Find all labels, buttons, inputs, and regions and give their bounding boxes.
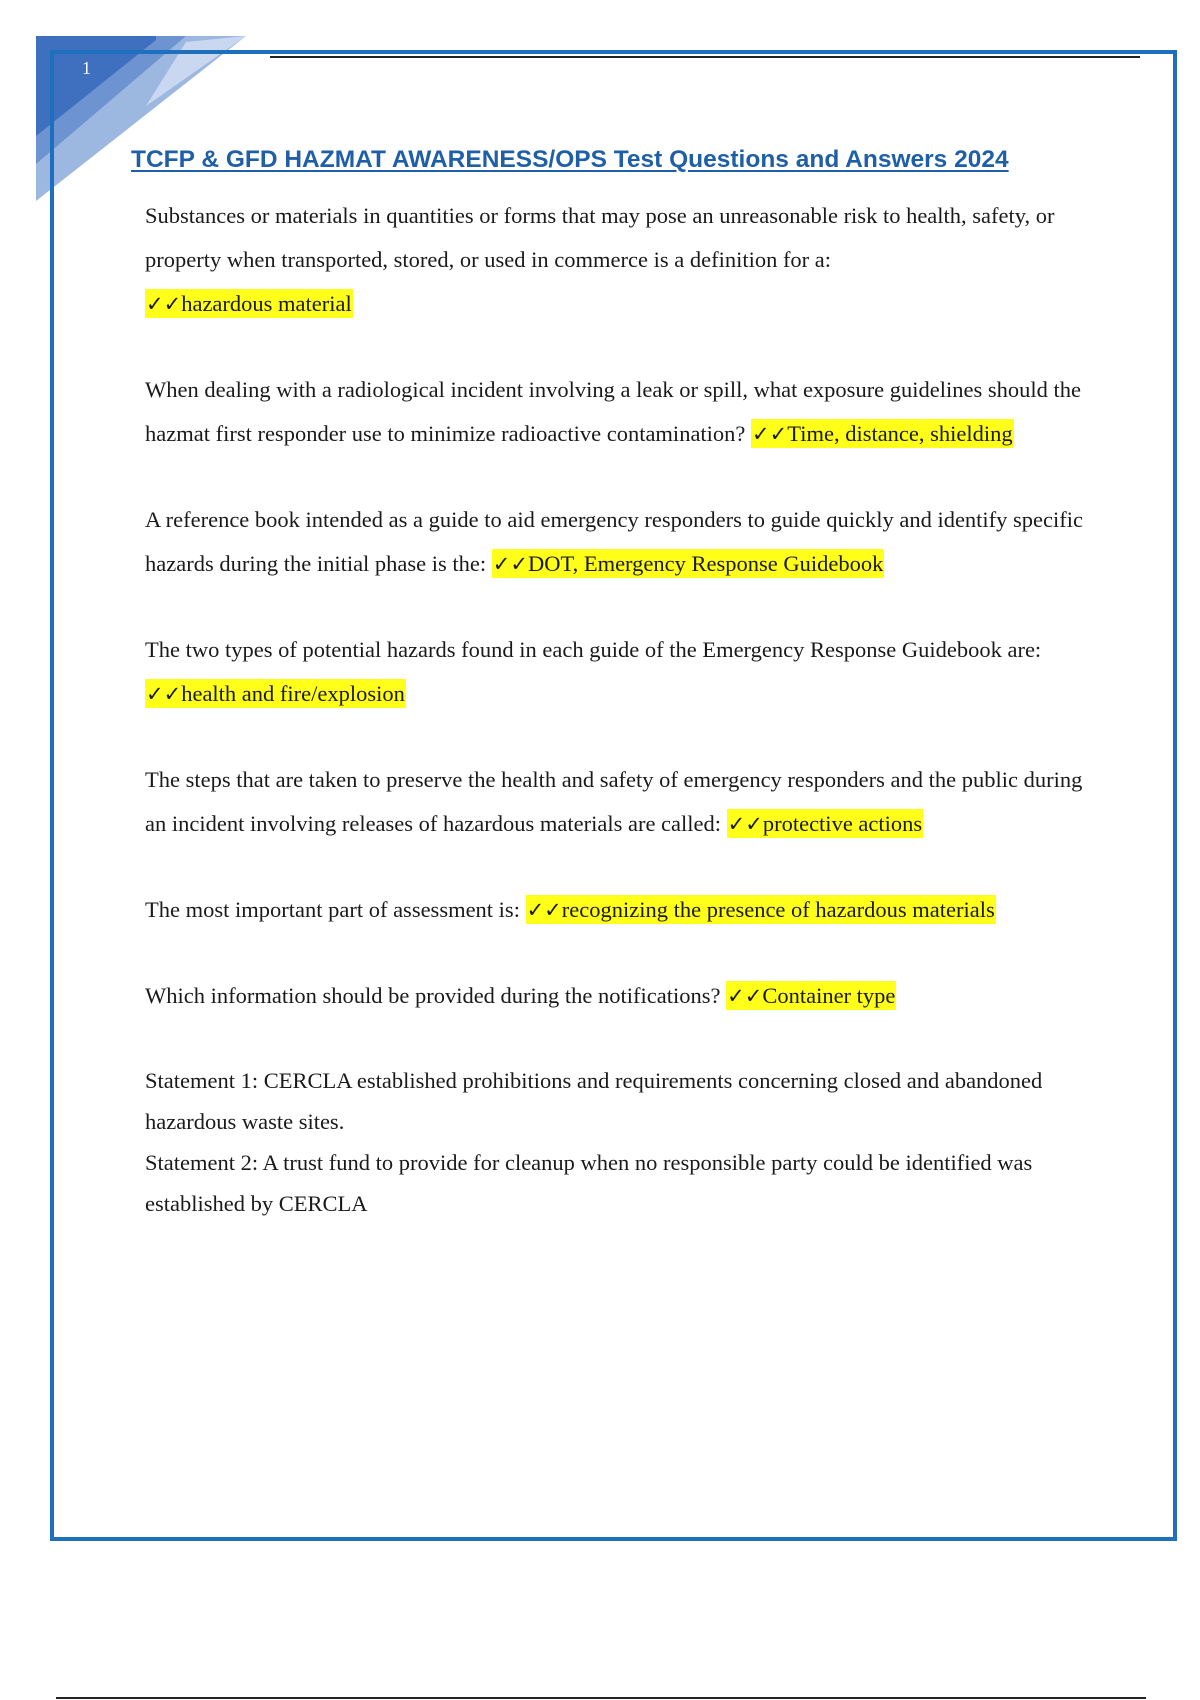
answer-text: hazardous material bbox=[181, 291, 352, 316]
answer-text: recognizing the presence of hazardous materials bbox=[561, 897, 995, 922]
double-check-icon: ✓✓ bbox=[526, 898, 562, 922]
qa-item bbox=[145, 974, 1105, 1018]
answer-highlight bbox=[145, 679, 406, 708]
answer-text: Time, distance, shielding bbox=[787, 421, 1013, 446]
question-text: The most important part of assessment is: bbox=[145, 897, 520, 922]
question-text: The two types of potential hazards found in each guide of the Emergency Response Guidebook are: bbox=[145, 637, 1042, 662]
double-check-icon: ✓✓ bbox=[492, 552, 528, 576]
document-title: TCFP & GFD HAZMAT AWARENESS/OPS Test Questions and Answers 2024 bbox=[131, 146, 1009, 173]
qa-item bbox=[145, 368, 1105, 456]
double-check-icon: ✓✓ bbox=[727, 812, 763, 836]
question-text: When dealing with a radiological incident involving a leak or spill, what exposure guidelines should the hazmat first responder use to minimize radioactive contamination? bbox=[145, 377, 1082, 446]
question-text: A reference book intended as a guide to aid emergency responders to guide quickly and identify specific hazards during the initial phase is the: bbox=[145, 507, 1084, 576]
question-text: The steps that are taken to preserve the health and safety of emergency responders and the public during an incident involving releases of hazardous materials are called: bbox=[145, 767, 1083, 836]
double-check-icon: ✓✓ bbox=[146, 682, 182, 706]
answer-highlight bbox=[751, 419, 1014, 448]
double-check-icon: ✓✓ bbox=[146, 292, 182, 316]
statement: Statement 1: CERCLA established prohibitions and requirements concerning closed and abandoned hazardous waste sites. bbox=[145, 1068, 1043, 1134]
qa-item bbox=[145, 498, 1105, 586]
answer-highlight bbox=[726, 981, 896, 1010]
answer-text: Container type bbox=[762, 983, 896, 1008]
answer-text: DOT, Emergency Response Guidebook bbox=[528, 551, 884, 576]
qa-item bbox=[145, 888, 1105, 932]
question-text: Substances or materials in quantities or forms that may pose an unreasonable risk to health, safety, or property when transported, stored, or used in commerce is a definition for a: bbox=[145, 203, 1055, 272]
double-check-icon: ✓✓ bbox=[752, 422, 788, 446]
answer-text: protective actions bbox=[762, 811, 923, 836]
qa-item bbox=[145, 758, 1105, 846]
answer-highlight bbox=[526, 895, 996, 924]
statement: Statement 2: A trust fund to provide for cleanup when no responsible party could be identified was established by CERCLA bbox=[145, 1150, 1033, 1216]
bottom-rule bbox=[56, 1697, 1146, 1699]
page-number: 1 bbox=[82, 58, 91, 78]
qa-item bbox=[145, 194, 1105, 326]
question-text: Which information should be provided during the notifications? bbox=[145, 983, 721, 1008]
answer-highlight bbox=[145, 289, 353, 318]
answer-text: health and fire/explosion bbox=[181, 681, 405, 706]
answer-highlight bbox=[492, 549, 885, 578]
double-check-icon: ✓✓ bbox=[727, 984, 763, 1008]
qa-content bbox=[145, 194, 1105, 1224]
answer-highlight bbox=[727, 809, 924, 838]
qa-item bbox=[145, 628, 1105, 716]
